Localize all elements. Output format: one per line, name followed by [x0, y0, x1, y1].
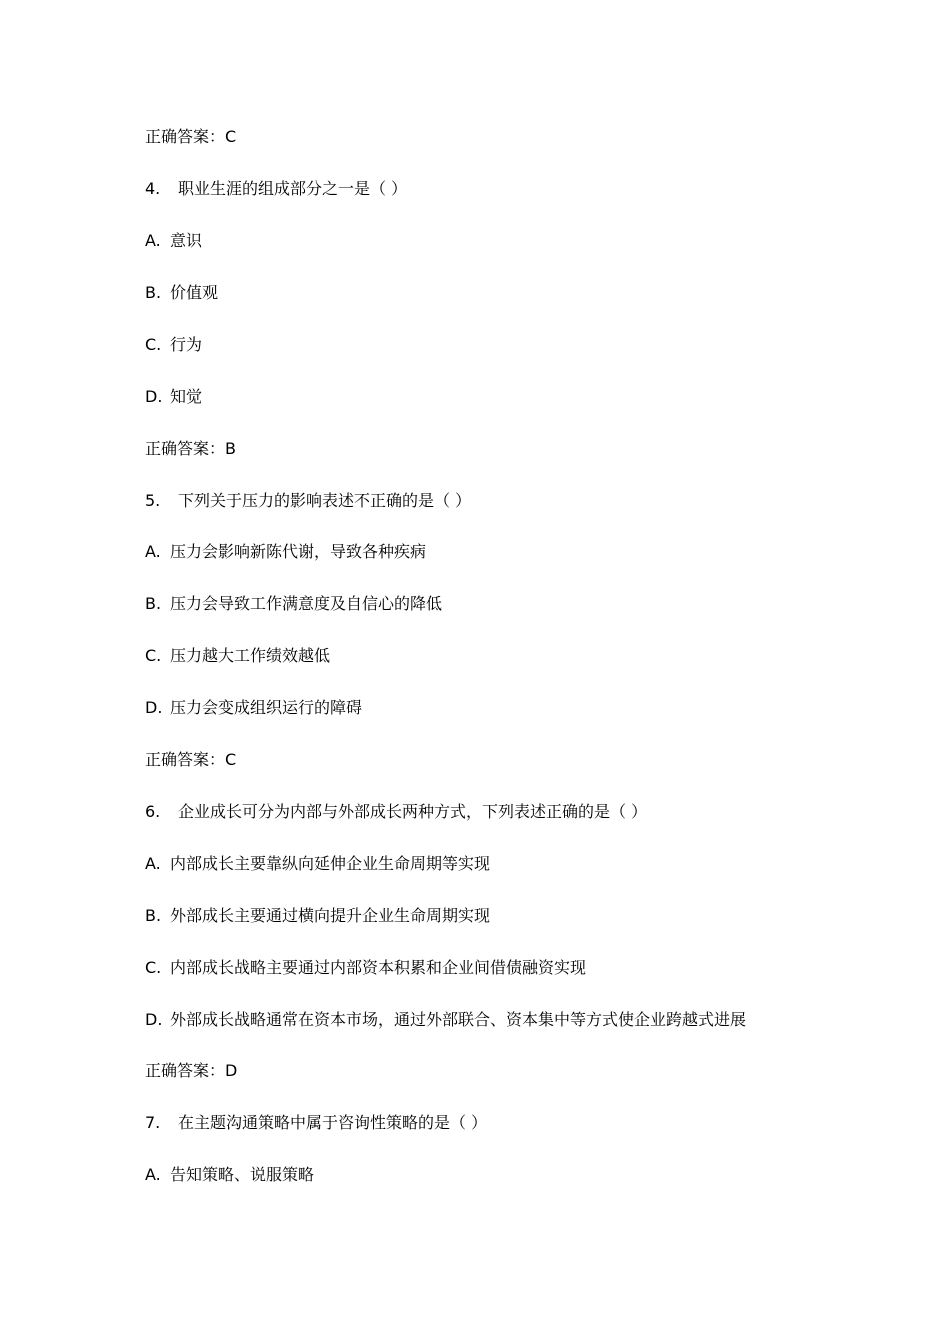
question-number: 7.: [145, 1113, 161, 1132]
answer-text: 正确答案：C: [145, 127, 237, 146]
option-label: D.: [145, 1010, 163, 1029]
option-line: [145, 282, 218, 304]
option-text: 压力会导致工作满意度及自信心的降低: [170, 594, 443, 613]
option-line: [145, 905, 490, 927]
option-line: [145, 541, 426, 563]
option-line: [145, 957, 586, 979]
option-line: [145, 334, 202, 356]
option-text: 外部成长战略通常在资本市场，通过外部联合、资本集中等方式使企业跨越式进展: [170, 1010, 747, 1029]
option-text: 意识: [170, 231, 203, 250]
option-label: C.: [145, 646, 162, 665]
option-line: [145, 1009, 746, 1031]
option-text: 知觉: [170, 387, 203, 406]
question-text: 在主题沟通策略中属于咨询性策略的是（ ）: [178, 1113, 488, 1132]
option-text: 压力会变成组织运行的障碍: [170, 698, 363, 717]
answer-text: 正确答案：B: [145, 439, 236, 458]
answer-line: [145, 126, 236, 148]
option-line: [145, 386, 202, 408]
option-label: B.: [145, 283, 162, 302]
option-text: 内部成长战略主要通过内部资本积累和企业间借债融资实现: [170, 958, 587, 977]
option-label: A.: [145, 854, 161, 873]
question-line: [145, 490, 471, 512]
answer-text: 正确答案：D: [145, 1061, 238, 1080]
option-line: [145, 645, 330, 667]
question-line: [145, 1112, 487, 1134]
question-text: 下列关于压力的影响表述不正确的是（ ）: [178, 491, 472, 510]
question-number: 5.: [145, 491, 161, 510]
question-line: [145, 178, 407, 200]
option-label: C.: [145, 335, 162, 354]
option-label: B.: [145, 594, 162, 613]
option-text: 压力会影响新陈代谢，导致各种疾病: [170, 542, 427, 561]
question-text: 企业成长可分为内部与外部成长两种方式，下列表述正确的是（ ）: [178, 802, 648, 821]
question-number: 4.: [145, 179, 161, 198]
question-line: [145, 801, 647, 823]
option-label: A.: [145, 542, 161, 561]
option-label: B.: [145, 906, 162, 925]
question-text: 职业生涯的组成部分之一是（ ）: [178, 179, 408, 198]
option-label: D.: [145, 698, 163, 717]
answer-line: [145, 438, 236, 460]
option-line: [145, 593, 442, 615]
option-text: 告知策略、说服策略: [170, 1165, 315, 1184]
option-label: D.: [145, 387, 163, 406]
option-line: [145, 853, 490, 875]
option-label: C.: [145, 958, 162, 977]
answer-text: 正确答案：C: [145, 750, 237, 769]
option-text: 内部成长主要靠纵向延伸企业生命周期等实现: [170, 854, 491, 873]
option-line: [145, 1164, 314, 1186]
option-text: 压力越大工作绩效越低: [170, 646, 331, 665]
option-text: 行为: [170, 335, 203, 354]
option-label: A.: [145, 1165, 161, 1184]
answer-line: [145, 749, 236, 771]
question-number: 6.: [145, 802, 161, 821]
option-label: A.: [145, 231, 161, 250]
answer-line: [145, 1060, 237, 1082]
option-line: [145, 230, 202, 252]
option-text: 价值观: [170, 283, 219, 302]
option-line: [145, 697, 362, 719]
option-text: 外部成长主要通过横向提升企业生命周期实现: [170, 906, 491, 925]
